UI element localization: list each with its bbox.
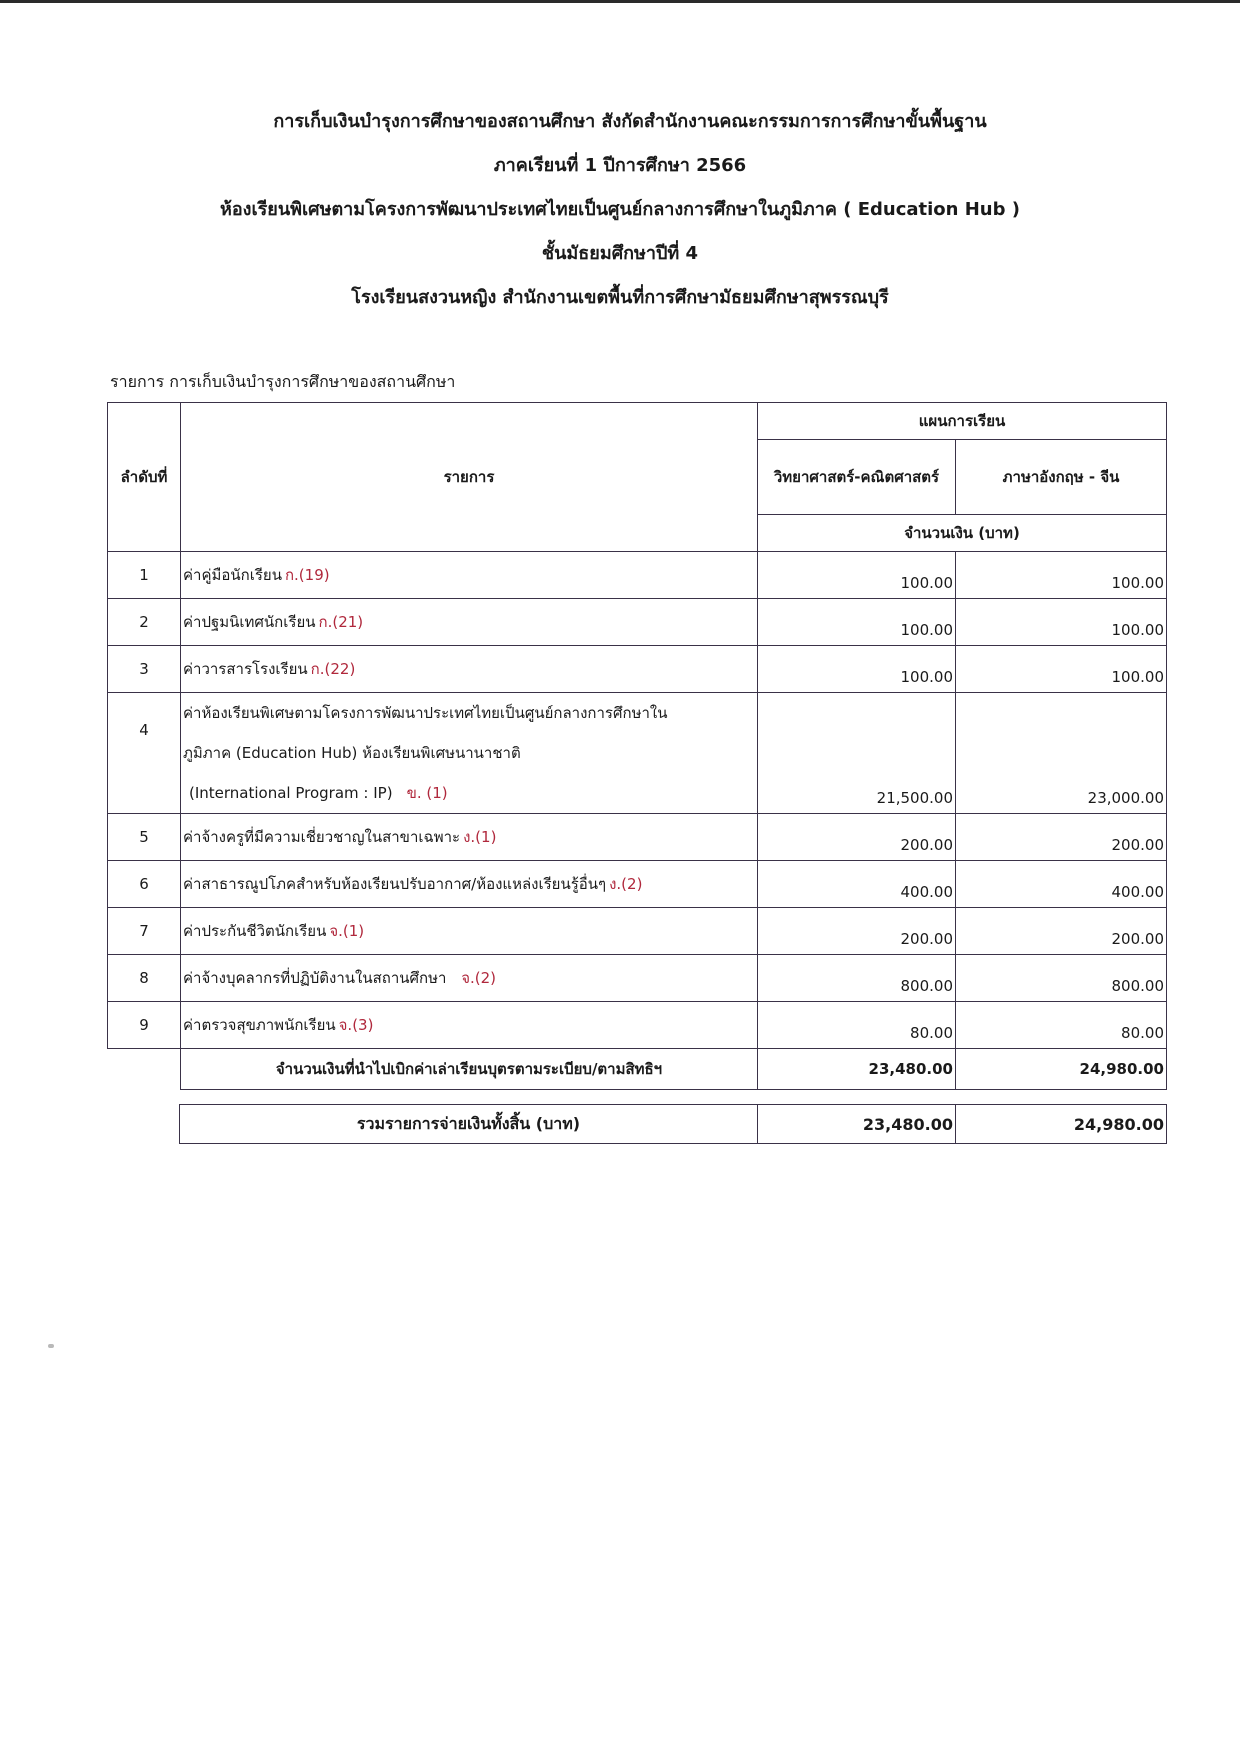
header-plan-science-math: วิทยาศาสตร์-คณิตศาสตร์ — [758, 440, 956, 515]
fee-table — [107, 402, 1167, 1090]
table-row — [108, 693, 1167, 814]
header-title: การเก็บเงินบำรุงการศึกษาของสถานศึกษา สังกัดสำนักงานคณะกรรมการการศึกษาขั้นพื้นฐาน — [273, 111, 987, 132]
scan-speck — [48, 1344, 54, 1348]
row-no: 8 — [108, 955, 181, 1002]
header-school: โรงเรียนสงวนหญิง สำนักงานเขตพื้นที่การศึกษามัธยมศึกษาสุพรรณบุรี — [351, 287, 889, 308]
row-amount-english-chinese: 200.00 — [956, 908, 1167, 955]
subtotal-blank-cell — [108, 1049, 181, 1090]
regulation-ref: จ.(2) — [461, 969, 497, 987]
scan-top-edge — [0, 0, 1240, 3]
row-no: 5 — [108, 814, 181, 861]
table-row — [108, 1002, 1167, 1049]
regulation-ref: ก.(22) — [310, 660, 356, 678]
table-row — [108, 552, 1167, 599]
row-amount-science-math: 21,500.00 — [758, 693, 956, 814]
table-row — [108, 646, 1167, 693]
regulation-ref: จ.(3) — [338, 1016, 374, 1034]
row-amount-english-chinese: 100.00 — [956, 552, 1167, 599]
grand-total-table — [179, 1104, 1167, 1144]
header-semester: ภาคเรียนที่ 1 ปีการศึกษา 2566 — [493, 155, 747, 176]
row-amount-english-chinese: 200.00 — [956, 814, 1167, 861]
row-amount-english-chinese: 23,000.00 — [956, 693, 1167, 814]
row-amount-science-math: 100.00 — [758, 599, 956, 646]
row-amount-science-math: 100.00 — [758, 646, 956, 693]
row-amount-english-chinese: 400.00 — [956, 861, 1167, 908]
subtotal-science-math: 23,480.00 — [758, 1049, 956, 1090]
row-amount-english-chinese: 80.00 — [956, 1002, 1167, 1049]
subtotal-label: จำนวนเงินที่นำไปเบิกค่าเล่าเรียนบุตรตามระเบียบ/ตามสิทธิฯ — [181, 1049, 758, 1090]
regulation-ref: ก.(21) — [318, 613, 364, 631]
header-grade: ชั้นมัธยมศึกษาปีที่ 4 — [541, 243, 699, 264]
row-amount-english-chinese: 100.00 — [956, 599, 1167, 646]
row-item: ค่าห้องเรียนพิเศษตามโครงการพัฒนาประเทศไทยเป็นศูนย์กลางการศึกษาใน ภูมิภาค (Education Hub) ห้องเรียนพิเศษนานาชาติ (International Program : IP) ข. (1) — [181, 693, 758, 814]
row-amount-science-math: 100.00 — [758, 552, 956, 599]
grand-total-row — [180, 1105, 1167, 1144]
row-no: 7 — [108, 908, 181, 955]
header-program: ห้องเรียนพิเศษตามโครงการพัฒนาประเทศไทยเป็นศูนย์กลางการศึกษาในภูมิภาค ( Education Hub ) — [220, 199, 1020, 220]
header-plan-english-chinese: ภาษาอังกฤษ - จีน — [956, 440, 1167, 515]
row-item: ค่าสาธารณูปโภคสำหรับห้องเรียนปรับอากาศ/ห้องแหล่งเรียนรู้อื่นๆ ง.(2) — [181, 861, 758, 908]
row-no: 1 — [108, 552, 181, 599]
table-row — [108, 908, 1167, 955]
grand-total-science-math: 23,480.00 — [758, 1105, 956, 1144]
subtotal-row — [108, 1049, 1167, 1090]
document-header — [0, 100, 1240, 320]
table-row — [108, 955, 1167, 1002]
regulation-ref: ง.(2) — [609, 875, 643, 893]
section-caption: รายการ การเก็บเงินบำรุงการศึกษาของสถานศึกษา — [110, 372, 456, 391]
grand-total-label: รวมรายการจ่ายเงินทั้งสิ้น (บาท) — [180, 1105, 758, 1144]
row-amount-english-chinese: 800.00 — [956, 955, 1167, 1002]
row-item: ค่าปฐมนิเทศนักเรียน ก.(21) — [181, 599, 758, 646]
regulation-ref: ง.(1) — [463, 828, 497, 846]
subtotal-english-chinese: 24,980.00 — [956, 1049, 1167, 1090]
row-item: ค่าจ้างครูที่มีความเชี่ยวชาญในสาขาเฉพาะ ง.(1) — [181, 814, 758, 861]
header-item: รายการ — [181, 403, 758, 552]
grand-total-english-chinese: 24,980.00 — [956, 1105, 1167, 1144]
row-amount-english-chinese: 100.00 — [956, 646, 1167, 693]
row-no: 2 — [108, 599, 181, 646]
row-amount-science-math: 200.00 — [758, 814, 956, 861]
row-item: ค่าวารสารโรงเรียน ก.(22) — [181, 646, 758, 693]
row-item: ค่าตรวจสุขภาพนักเรียน จ.(3) — [181, 1002, 758, 1049]
regulation-ref: ข. (1) — [406, 784, 448, 802]
row-amount-science-math: 400.00 — [758, 861, 956, 908]
row-no: 4 — [108, 693, 181, 814]
table-row — [108, 599, 1167, 646]
row-item: ค่าจ้างบุคลากรที่ปฏิบัติงานในสถานศึกษา จ.(2) — [181, 955, 758, 1002]
regulation-ref: ก.(19) — [284, 566, 330, 584]
row-no: 6 — [108, 861, 181, 908]
header-amount-baht: จำนวนเงิน (บาท) — [758, 515, 1167, 552]
row-no: 3 — [108, 646, 181, 693]
row-item: ค่าคู่มือนักเรียน ก.(19) — [181, 552, 758, 599]
row-amount-science-math: 800.00 — [758, 955, 956, 1002]
row-no: 9 — [108, 1002, 181, 1049]
table-row — [108, 814, 1167, 861]
row-amount-science-math: 80.00 — [758, 1002, 956, 1049]
regulation-ref: จ.(1) — [329, 922, 365, 940]
row-item: ค่าประกันชีวิตนักเรียน จ.(1) — [181, 908, 758, 955]
header-order-no: ลำดับที่ — [108, 403, 181, 552]
header-study-plan: แผนการเรียน — [758, 403, 1167, 440]
row-amount-science-math: 200.00 — [758, 908, 956, 955]
table-row — [108, 861, 1167, 908]
